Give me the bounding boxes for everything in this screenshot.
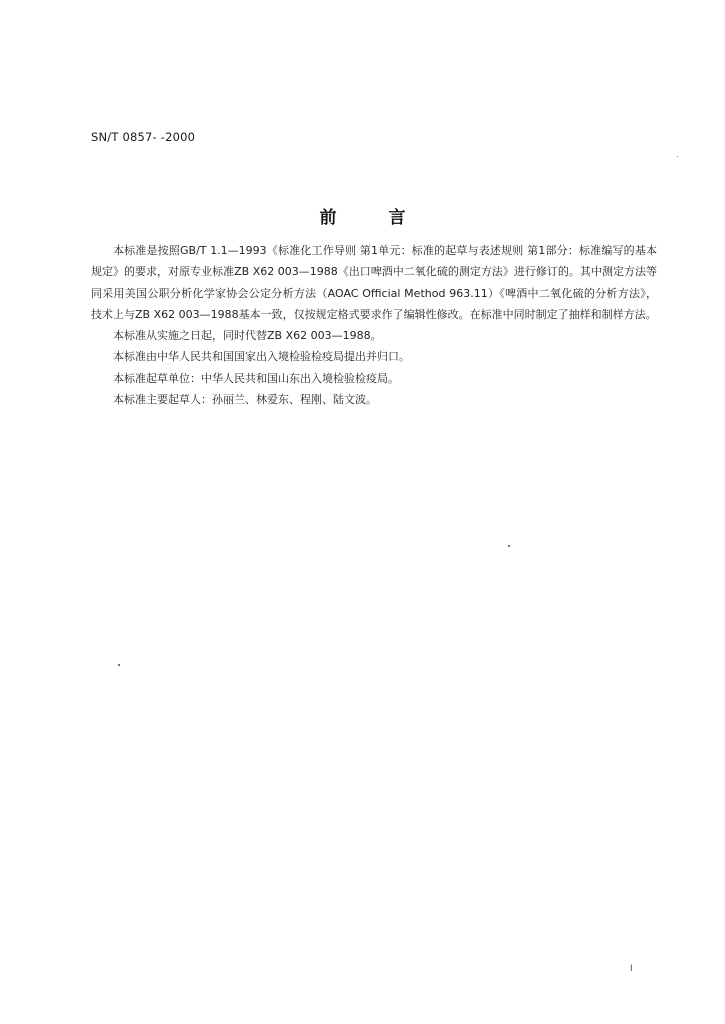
foreword-body (91, 240, 657, 410)
paragraph-revision: 本标准是按照GB/T 1.1—1993《标准化工作导则 第1单元：标准的起草与表述规则 第1部分：标准编写的基本规定》的要求，对原专业标准ZB X62 003—1988《出口啤酒中二氧化硫的测定方法》进行修订的。其中测定方法等同采用美国公职分析化学家协会公定分析方法（AOAC Official Method 963.11）《啤酒中二氧化硫的分析方法》，技术上与ZB X62 003—1988基本一致，仅按规定格式要求作了编辑性修改。在标准中同时制定了抽样和制样方法。 (91, 244, 657, 321)
page-number: I (630, 964, 633, 974)
title-char-2: 言 (388, 208, 406, 228)
title-char-1: 前 (319, 208, 337, 228)
standard-code: SN/T 0857- -2000 (91, 130, 196, 144)
scan-speck (118, 664, 120, 666)
scan-speck (508, 545, 510, 547)
paragraph-drafters: 本标准主要起草人：孙丽兰、林爱东、程刚、陆文波。 (113, 393, 377, 407)
paragraph-drafting-unit: 本标准起草单位：中华人民共和国山东出入境检验检疫局。 (113, 371, 399, 385)
paragraph-replacement: 本标准从实施之日起，同时代替ZB X62 003—1988。 (113, 329, 382, 343)
paragraph-proposer: 本标准由中华人民共和国国家出入境检验检疫局提出并归口。 (113, 350, 410, 364)
scan-speck (677, 156, 678, 157)
page-title (0, 203, 725, 228)
